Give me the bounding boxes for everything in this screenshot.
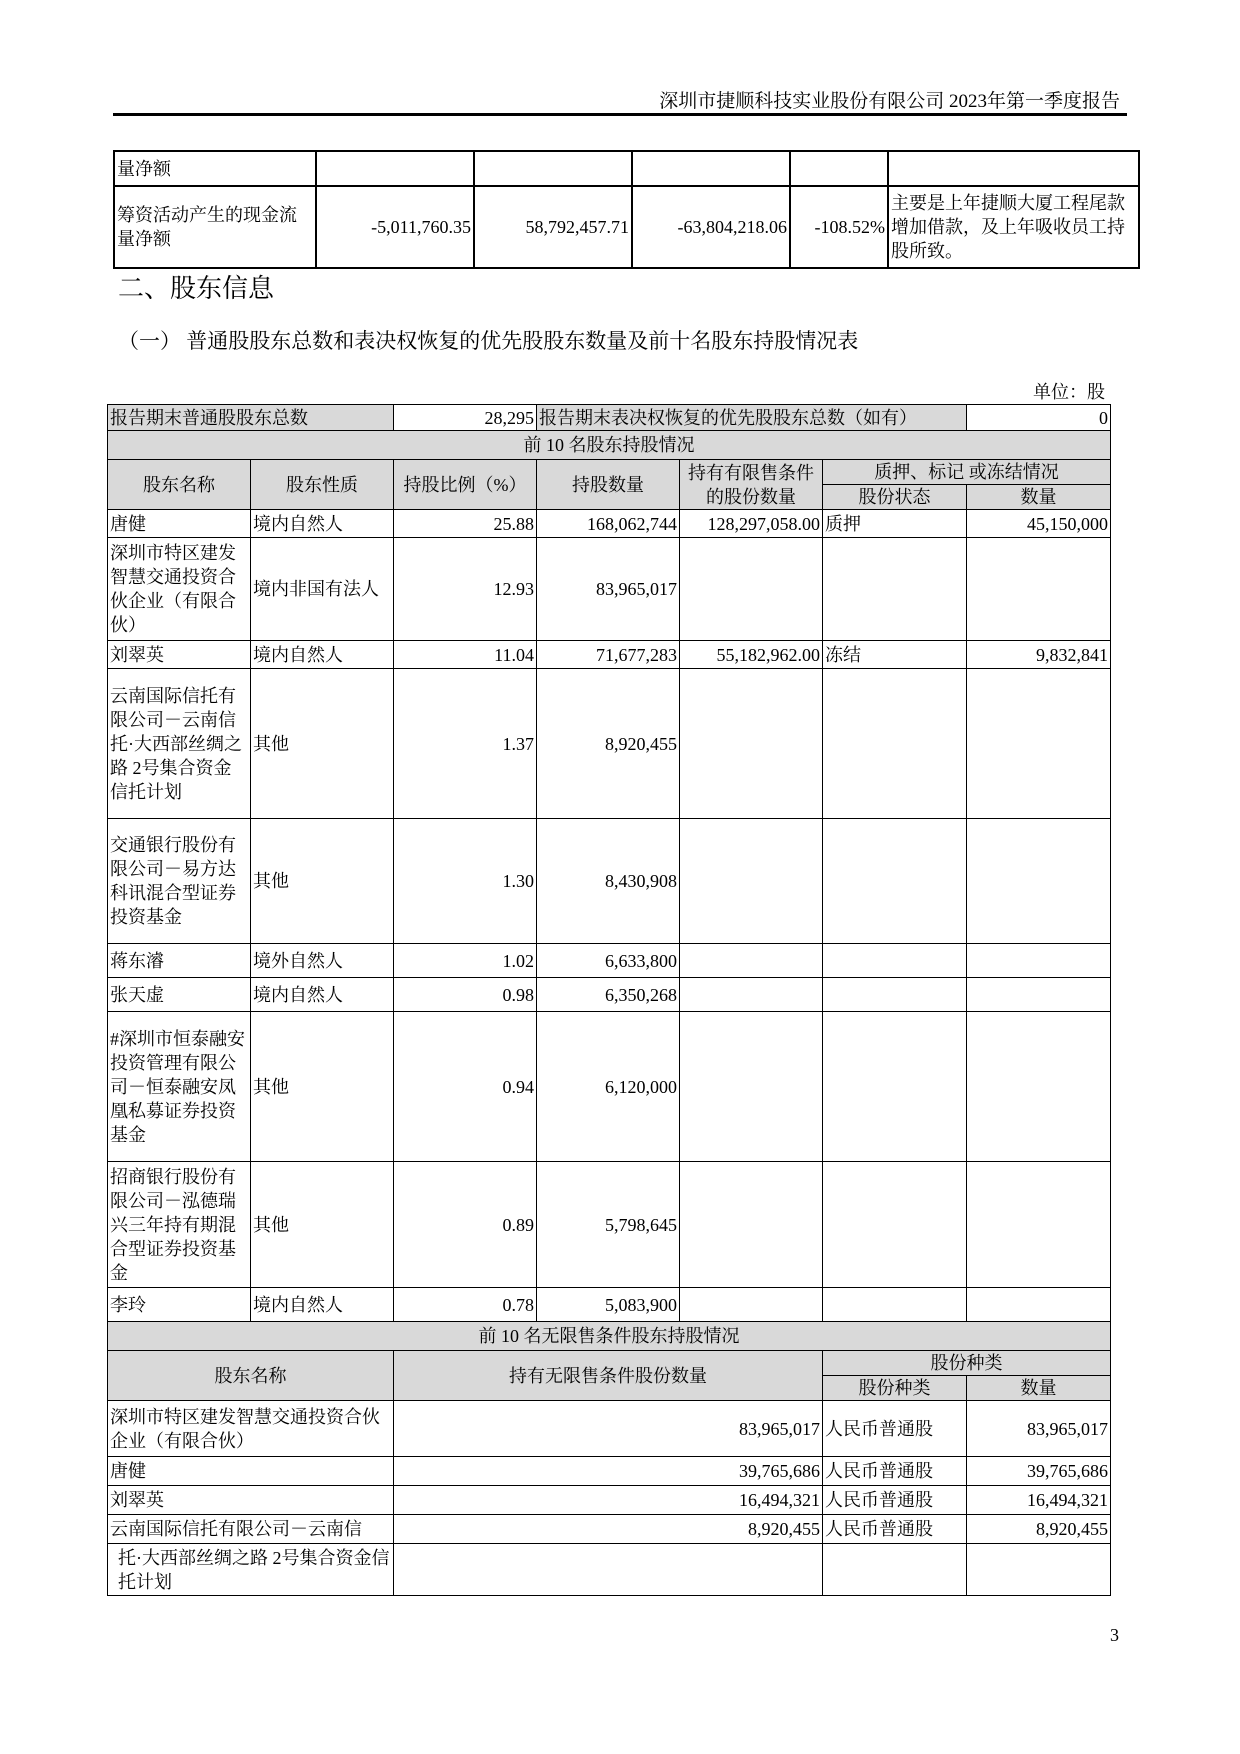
- table-row: [114, 151, 1139, 186]
- pledge-qty: [967, 819, 1111, 944]
- share-qty: 83,965,017: [967, 1401, 1111, 1457]
- unrestricted-shares: 83,965,017: [394, 1401, 823, 1457]
- unrestricted-holder-name: 刘翠英: [108, 1486, 394, 1515]
- holder-nature: 境内自然人: [251, 641, 394, 669]
- holder-restricted: 55,182,962.00: [680, 641, 823, 669]
- table-row: [108, 641, 1111, 669]
- table-row: [108, 1486, 1111, 1515]
- cash-change-pct: [790, 151, 888, 186]
- unrestricted-holder-name: 云南国际信托有限公司－云南信: [108, 1515, 394, 1544]
- unrestricted-shares: [394, 1544, 823, 1596]
- table-row: [108, 1162, 1111, 1288]
- cash-reason: [888, 151, 1139, 186]
- col-header-qty: 数量: [967, 1376, 1111, 1401]
- holder-name: 刘翠英: [108, 641, 251, 669]
- pledge-status: [823, 944, 967, 978]
- pledge-status: 质押: [823, 510, 967, 538]
- preferred-holders-value: 0: [967, 405, 1111, 431]
- table-row: [108, 1012, 1111, 1162]
- pledge-qty: [967, 944, 1111, 978]
- holder-shares: 8,430,908: [537, 819, 680, 944]
- pledge-status: 冻结: [823, 641, 967, 669]
- holder-restricted: [680, 1288, 823, 1322]
- holder-name: 云南国际信托有限公司－云南信托·大西部丝绸之路 2号集合资金信托计划: [108, 669, 251, 819]
- holder-nature: 境内自然人: [251, 978, 394, 1012]
- holder-restricted: [680, 1162, 823, 1288]
- unrestricted-shares: 8,920,455: [394, 1515, 823, 1544]
- page-number: 3: [1110, 1625, 1119, 1645]
- holder-name: #深圳市恒泰融安投资管理有限公司－恒泰融安凤凰私募证券投资基金: [108, 1012, 251, 1162]
- cash-change: [632, 151, 790, 186]
- table-row: [108, 1544, 1111, 1596]
- holder-restricted: [680, 538, 823, 641]
- holder-nature: 境内自然人: [251, 1288, 394, 1322]
- col-header-type: 股份种类: [823, 1376, 967, 1401]
- header-divider: [113, 113, 1127, 116]
- share-qty: 39,765,686: [967, 1457, 1111, 1486]
- col-header-nature: 股东性质: [251, 460, 394, 510]
- unrestricted-shares: 39,765,686: [394, 1457, 823, 1486]
- col-header-name: 股东名称: [108, 460, 251, 510]
- holder-ratio: 0.89: [394, 1162, 537, 1288]
- cash-flow-table: [113, 150, 1140, 269]
- col-header-pledge-qty: 数量: [967, 485, 1111, 510]
- pledge-status: [823, 669, 967, 819]
- share-qty: 16,494,321: [967, 1486, 1111, 1515]
- table-row: [108, 978, 1111, 1012]
- col-header-restricted: 持有有限售条件的股份数量: [680, 460, 823, 510]
- section-header-row: [108, 1322, 1111, 1351]
- cash-previous: [474, 151, 632, 186]
- holder-ratio: 0.78: [394, 1288, 537, 1322]
- pledge-qty: [967, 538, 1111, 641]
- holder-name: 深圳市特区建发智慧交通投资合伙企业（有限合伙）: [108, 538, 251, 641]
- holder-ratio: 12.93: [394, 538, 537, 641]
- holder-shares: 8,920,455: [537, 669, 680, 819]
- holder-name: 蒋东濬: [108, 944, 251, 978]
- holder-shares: 5,798,645: [537, 1162, 680, 1288]
- col-header-ratio: 持股比例（%）: [394, 460, 537, 510]
- table-row: [108, 1401, 1111, 1457]
- pledge-status: [823, 1288, 967, 1322]
- unit-label: 单位：股: [1033, 382, 1105, 402]
- pledge-status: [823, 1162, 967, 1288]
- table-row: [108, 1288, 1111, 1322]
- pledge-qty: [967, 978, 1111, 1012]
- holder-shares: 6,120,000: [537, 1012, 680, 1162]
- cash-change: -63,804,218.06: [632, 186, 790, 268]
- table-row: [108, 1515, 1111, 1544]
- section-title: 二、股东信息: [118, 274, 275, 303]
- preferred-holders-label: 报告期末表决权恢复的优先股股东总数（如有）: [537, 405, 967, 431]
- column-header-row: [108, 460, 1111, 485]
- holder-shares: 71,677,283: [537, 641, 680, 669]
- holder-nature: 其他: [251, 1012, 394, 1162]
- col-header-shares: 持股数量: [537, 460, 680, 510]
- holder-name: 唐健: [108, 510, 251, 538]
- holder-shares: 6,350,268: [537, 978, 680, 1012]
- col-header-pledge-group: 质押、标记 或冻结情况: [823, 460, 1111, 485]
- table-row: [108, 669, 1111, 819]
- share-type: [823, 1544, 967, 1596]
- pledge-status: [823, 1012, 967, 1162]
- holder-name: 李玲: [108, 1288, 251, 1322]
- holder-restricted: [680, 669, 823, 819]
- pledge-status: [823, 978, 967, 1012]
- table-row: [108, 510, 1111, 538]
- col-header-unrestricted-shares: 持有无限售条件股份数量: [394, 1351, 823, 1401]
- holder-nature: 其他: [251, 819, 394, 944]
- subsection-title: （一） 普通股股东总数和表决权恢复的优先股股东数量及前十名股东持股情况表: [118, 329, 859, 353]
- shareholder-table: [107, 404, 1111, 1596]
- share-type: 人民币普通股: [823, 1457, 967, 1486]
- holder-nature: 境内自然人: [251, 510, 394, 538]
- holder-ratio: 1.02: [394, 944, 537, 978]
- table-row: [114, 186, 1139, 268]
- share-type: 人民币普通股: [823, 1515, 967, 1544]
- col-header-pledge-status: 股份状态: [823, 485, 967, 510]
- table-row: [108, 1457, 1111, 1486]
- table-row: [108, 944, 1111, 978]
- holder-ratio: 0.98: [394, 978, 537, 1012]
- common-holders-value: 28,295: [394, 405, 537, 431]
- holder-nature: 境外自然人: [251, 944, 394, 978]
- cash-row-label: 筹资活动产生的现金流量净额: [114, 186, 316, 268]
- holder-ratio: 11.04: [394, 641, 537, 669]
- holder-restricted: [680, 944, 823, 978]
- holder-shares: 6,633,800: [537, 944, 680, 978]
- table-row: [108, 819, 1111, 944]
- holder-name: 张天虚: [108, 978, 251, 1012]
- unrestricted-shares: 16,494,321: [394, 1486, 823, 1515]
- holder-restricted: [680, 978, 823, 1012]
- share-type: 人民币普通股: [823, 1401, 967, 1457]
- share-type: 人民币普通股: [823, 1486, 967, 1515]
- table-row: [108, 538, 1111, 641]
- cash-change-pct: -108.52%: [790, 186, 888, 268]
- holder-restricted: [680, 1012, 823, 1162]
- share-qty: 8,920,455: [967, 1515, 1111, 1544]
- pledge-qty: 9,832,841: [967, 641, 1111, 669]
- cash-row-label: 量净额: [114, 151, 316, 186]
- cash-current: -5,011,760.35: [316, 186, 474, 268]
- unrestricted-title: 前 10 名无限售条件股东持股情况: [108, 1322, 1111, 1351]
- holder-restricted: [680, 819, 823, 944]
- pledge-qty: [967, 1162, 1111, 1288]
- unrestricted-holder-name: 唐健: [108, 1457, 394, 1486]
- summary-row: [108, 405, 1111, 431]
- unrestricted-holder-name: 深圳市特区建发智慧交通投资合伙企业（有限合伙）: [108, 1401, 394, 1457]
- report-header-title: 深圳市捷顺科技实业股份有限公司 2023年第一季度报告: [659, 91, 1120, 112]
- holder-shares: 168,062,744: [537, 510, 680, 538]
- cash-current: [316, 151, 474, 186]
- holder-name: 招商银行股份有限公司－泓德瑞兴三年持有期混合型证券投资基金: [108, 1162, 251, 1288]
- holder-restricted: 128,297,058.00: [680, 510, 823, 538]
- section-header-row: [108, 431, 1111, 460]
- common-holders-label: 报告期末普通股股东总数: [108, 405, 394, 431]
- pledge-qty: 45,150,000: [967, 510, 1111, 538]
- holder-ratio: 25.88: [394, 510, 537, 538]
- column-header-row: [108, 1351, 1111, 1376]
- pledge-qty: [967, 1012, 1111, 1162]
- holder-shares: 83,965,017: [537, 538, 680, 641]
- col-header-unrestricted-name: 股东名称: [108, 1351, 394, 1401]
- col-header-type-group: 股份种类: [823, 1351, 1111, 1376]
- pledge-status: [823, 819, 967, 944]
- top10-title: 前 10 名股东持股情况: [108, 431, 1111, 460]
- holder-nature: 其他: [251, 669, 394, 819]
- cash-previous: 58,792,457.71: [474, 186, 632, 268]
- pledge-status: [823, 538, 967, 641]
- share-qty: [967, 1544, 1111, 1596]
- holder-name: 交通银行股份有限公司－易方达科讯混合型证券投资基金: [108, 819, 251, 944]
- unrestricted-holder-name: 托·大西部丝绸之路 2号集合资金信托计划: [108, 1544, 394, 1596]
- pledge-qty: [967, 669, 1111, 819]
- cash-reason: 主要是上年捷顺大厦工程尾款增加借款，及上年吸收员工持股所致。: [888, 186, 1139, 268]
- holder-nature: 境内非国有法人: [251, 538, 394, 641]
- holder-nature: 其他: [251, 1162, 394, 1288]
- pledge-qty: [967, 1288, 1111, 1322]
- holder-ratio: 0.94: [394, 1012, 537, 1162]
- holder-ratio: 1.37: [394, 669, 537, 819]
- holder-shares: 5,083,900: [537, 1288, 680, 1322]
- holder-ratio: 1.30: [394, 819, 537, 944]
